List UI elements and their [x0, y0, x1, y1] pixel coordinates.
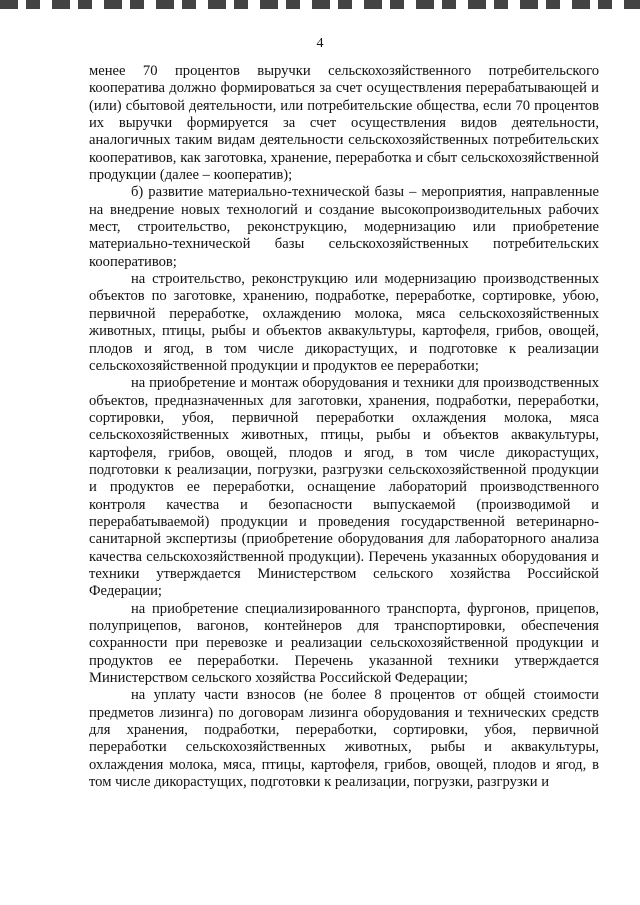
scan-edge-artifact	[0, 0, 640, 9]
paragraph-transport: на приобретение специализированного транспорта, фургонов, прицепов, полуприцепов, вагонов, контейнеров для транспортировки, обеспечения сохранности при перевозке и реализации сельскохозяйственной продукции и продуктов ее переработки. Перечень указанной техники утверждается Министерством сельского хозяйства Российской Федерации;	[89, 600, 599, 687]
paragraph-construction: на строительство, реконструкцию или модернизацию производственных объектов по заготовке, хранению, подработке, переработке, сортировке, убою, первичной переработке, охлаждению молока, мяса сельскохозяйственных животных, птицы, рыбы и объектов аквакультуры, картофеля, грибов, овощей, плодов и ягод, в том числе дикорастущих, и подготовке к реализации сельскохозяйственной продукции и продуктов ее переработки;	[89, 271, 599, 374]
paragraph-item-b: б) развитие материально-технической базы – мероприятия, направленные на внедрение новых технологий и создание высокопроизводительных рабочих мест, строительство, реконструкцию, модернизацию или приобретение материально-технической базы сельскохозяйственных потребительских кооперативов;	[89, 184, 599, 270]
page-number: 4	[316, 36, 324, 51]
document-body	[89, 63, 599, 791]
paragraph-equipment: на приобретение и монтаж оборудования и техники для производственных объектов, предназначенных для заготовки, хранения, подработки, переработки, сортировки, убоя, первичной переработки охлаждения молока, мяса сельскохозяйственных животных, птицы, рыбы и объектов аквакультуры, картофеля, грибов, овощей, плодов и ягод, в том числе дикорастущих, подготовки к реализации, погрузки, разгрузки сельскохозяйственной продукции и продуктов ее переработки, оснащение лабораторий производственного контроля качества и безопасности выпускаемой (производимой и перерабатываемой) продукции и проведения государственной ветеринарно-санитарной экспертизы (приобретение оборудования для лабораторного анализа качества сельскохозяйственной продукции). Перечень указанных оборудования и техники утверждается Министерством сельского хозяйства Российской Федерации;	[89, 375, 599, 600]
paragraph-continuation: менее 70 процентов выручки сельскохозяйственного потребительского кооператива должно формироваться за счет осуществления перерабатывающей и (или) сбытовой деятельности, или потребительские общества, если 70 процентов их выручки формируется за счет осуществления видов деятельности, аналогичных таким видам деятельности сельскохозяйственных потребительских кооперативов, как заготовка, хранение, переработка и сбыт сельскохозяйственной продукции (далее – кооператив);	[89, 63, 599, 184]
paragraph-leasing: на уплату части взносов (не более 8 процентов от общей стоимости предметов лизинга) по договорам лизинга оборудования и технических средств для хранения, подработки, переработки, сортировки, убоя, первичной переработки сельскохозяйственных животных, рыбы и аквакультуры, охлаждения молока, мяса, птицы, картофеля, грибов, овощей, плодов и ягод, в том числе дикорастущих, подготовки к реализации, погрузки, разгрузки и	[89, 687, 599, 791]
